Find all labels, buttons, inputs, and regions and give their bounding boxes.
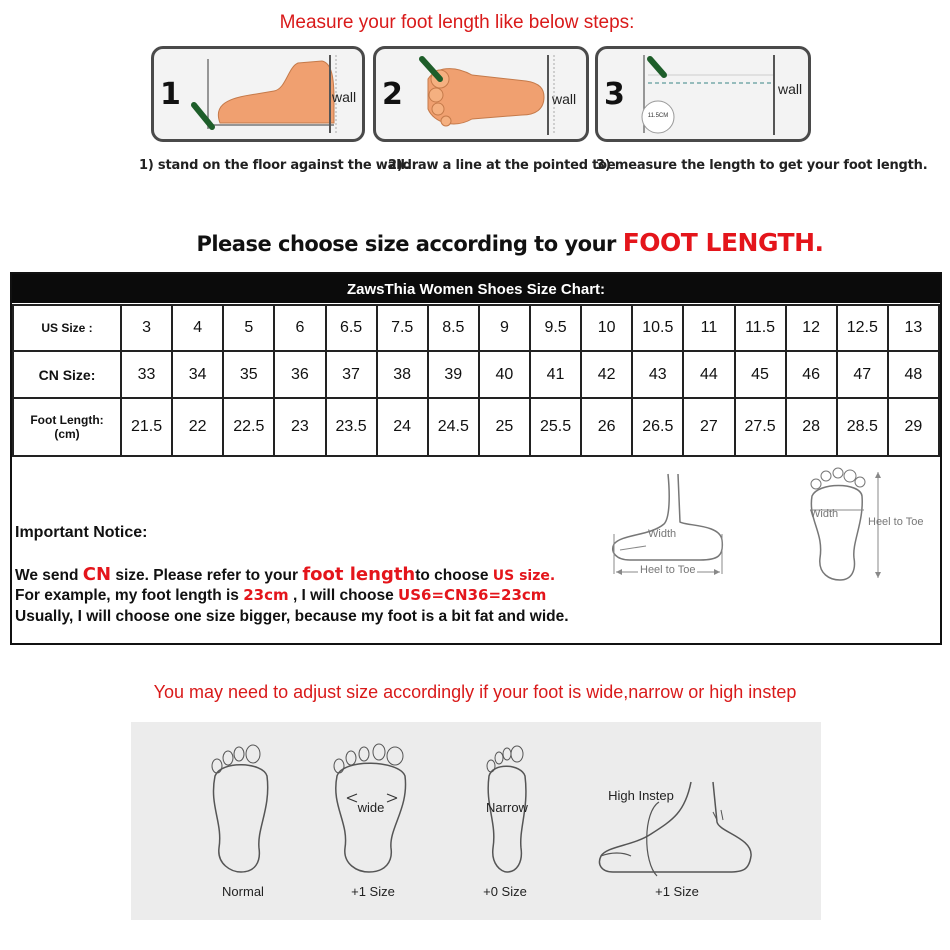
table-cell: 23.5: [326, 398, 377, 456]
table-cell: 33: [121, 351, 172, 398]
table-cell: 5: [223, 305, 274, 351]
table-cell: 12.5: [837, 305, 888, 351]
row-label-line2: (cm): [54, 427, 80, 441]
table-cell: 13: [888, 305, 939, 351]
table-cell: 25.5: [530, 398, 581, 456]
side-heel-to-toe-label: Heel to Toe: [640, 564, 696, 576]
headline-emphasis: FOOT LENGTH.: [622, 228, 824, 257]
table-cell: 22: [172, 398, 223, 456]
table-cell: 12: [786, 305, 837, 351]
step-1-caption: 1) stand on the floor against the wall.: [139, 158, 410, 173]
notice-line-3: Usually, I will choose one size bigger, because my foot is a bit fat and wide.: [15, 608, 569, 625]
row-label-cn-size: CN Size:: [13, 351, 121, 398]
table-cell: 11: [683, 305, 734, 351]
notice-text: to choose: [415, 567, 493, 584]
sole-width-label: Width: [810, 508, 839, 520]
table-cell: 26: [581, 398, 632, 456]
notice-highlight-foot-length: foot length: [302, 564, 416, 585]
step-1-number: 1: [160, 77, 181, 112]
notice-text: For example, my foot length is: [15, 587, 244, 604]
normal-size-label: Normal: [222, 884, 264, 899]
notice-highlight-cn: CN: [82, 564, 112, 585]
table-cell: 7.5: [377, 305, 428, 351]
table-cell: 42: [581, 351, 632, 398]
table-cell: 28: [786, 398, 837, 456]
table-cell: 39: [428, 351, 479, 398]
row-label-line1: Foot Length:: [30, 413, 104, 427]
high-instep-label: High Instep: [608, 788, 674, 803]
wall-label: wall: [332, 89, 357, 105]
notice-highlight-us6: US6=CN36=23cm: [398, 586, 547, 604]
table-cell: 29: [888, 398, 939, 456]
headline-prefix: Please choose size according to your: [196, 232, 616, 256]
table-cell: 44: [683, 351, 734, 398]
notice-title: Important Notice:: [15, 524, 148, 541]
size-table: [12, 304, 940, 457]
table-cell: 34: [172, 351, 223, 398]
table-cell: 11.5: [735, 305, 786, 351]
notice-text: We send: [15, 567, 83, 584]
notice-line-1: [15, 564, 555, 585]
chart-title: ZawsThia Women Shoes Size Chart:: [12, 274, 940, 303]
table-cell: 3: [121, 305, 172, 351]
table-cell: 47: [837, 351, 888, 398]
step-3-panel: [595, 46, 811, 142]
step-1-panel: [151, 46, 365, 142]
notice-highlight-us-size: US size.: [492, 568, 556, 584]
step-3-number: 3: [604, 77, 625, 112]
table-cell: 27: [683, 398, 734, 456]
table-cell: 23: [274, 398, 325, 456]
table-cell: 45: [735, 351, 786, 398]
adjust-heading: You may need to adjust size accordingly if your foot is wide,narrow or high instep: [153, 682, 797, 702]
normal-foot-icon: [201, 736, 281, 876]
table-cell: 9: [479, 305, 530, 351]
length-tag: 11.5CM: [647, 113, 669, 119]
table-cell: 6: [274, 305, 325, 351]
table-cell: 8.5: [428, 305, 479, 351]
table-cell: 24.5: [428, 398, 479, 456]
table-cell: 43: [632, 351, 683, 398]
table-cell: 46: [786, 351, 837, 398]
table-row-us-size: [13, 305, 939, 351]
table-cell: 9.5: [530, 305, 581, 351]
step-2-caption: 2)draw a line at the pointed toe: [388, 158, 616, 173]
size-chart: [10, 272, 942, 645]
notice-line-2: [15, 586, 546, 605]
table-cell: 28.5: [837, 398, 888, 456]
table-cell: 35: [223, 351, 274, 398]
table-cell: 38: [377, 351, 428, 398]
notice-area: [12, 458, 940, 643]
table-cell: 48: [888, 351, 939, 398]
step-2-panel: [373, 46, 589, 142]
side-width-label: Width: [648, 528, 677, 540]
row-label-foot-length: [13, 398, 121, 456]
table-cell: 25: [479, 398, 530, 456]
narrow-foot-inner-label: Narrow: [486, 800, 528, 815]
narrow-size-label: +0 Size: [483, 884, 527, 899]
table-cell: 41: [530, 351, 581, 398]
table-cell: 37: [326, 351, 377, 398]
choose-size-headline: [0, 228, 950, 257]
table-cell: 10: [581, 305, 632, 351]
wall-label: wall: [552, 91, 577, 107]
table-cell: 21.5: [121, 398, 172, 456]
measure-heading: Measure your foot length like below steps:: [279, 12, 635, 33]
table-cell: 24: [377, 398, 428, 456]
notice-text: size. Please refer to your: [111, 567, 303, 584]
wide-size-label: +1 Size: [351, 884, 395, 899]
notice-text: , I will choose: [288, 587, 399, 604]
table-cell: 10.5: [632, 305, 683, 351]
table-cell: 27.5: [735, 398, 786, 456]
table-row-foot-length: [13, 398, 939, 456]
wide-foot-inner-label: wide: [357, 800, 385, 815]
step-3-caption: 3) measure the length to get your foot length.: [596, 158, 928, 173]
step-2-number: 2: [382, 77, 403, 112]
high-instep-size-label: +1 Size: [655, 884, 699, 899]
table-cell: 6.5: [326, 305, 377, 351]
table-cell: 36: [274, 351, 325, 398]
table-cell: 26.5: [632, 398, 683, 456]
table-row-cn-size: [13, 351, 939, 398]
table-cell: 40: [479, 351, 530, 398]
wall-label: wall: [778, 81, 803, 97]
row-label-us-size: US Size :: [13, 305, 121, 351]
foot-types-panel: [131, 722, 821, 920]
table-cell: 4: [172, 305, 223, 351]
notice-highlight-23cm: 23cm: [243, 586, 289, 604]
sole-heel-to-toe-label: Heel to Toe: [868, 516, 924, 528]
table-cell: 22.5: [223, 398, 274, 456]
